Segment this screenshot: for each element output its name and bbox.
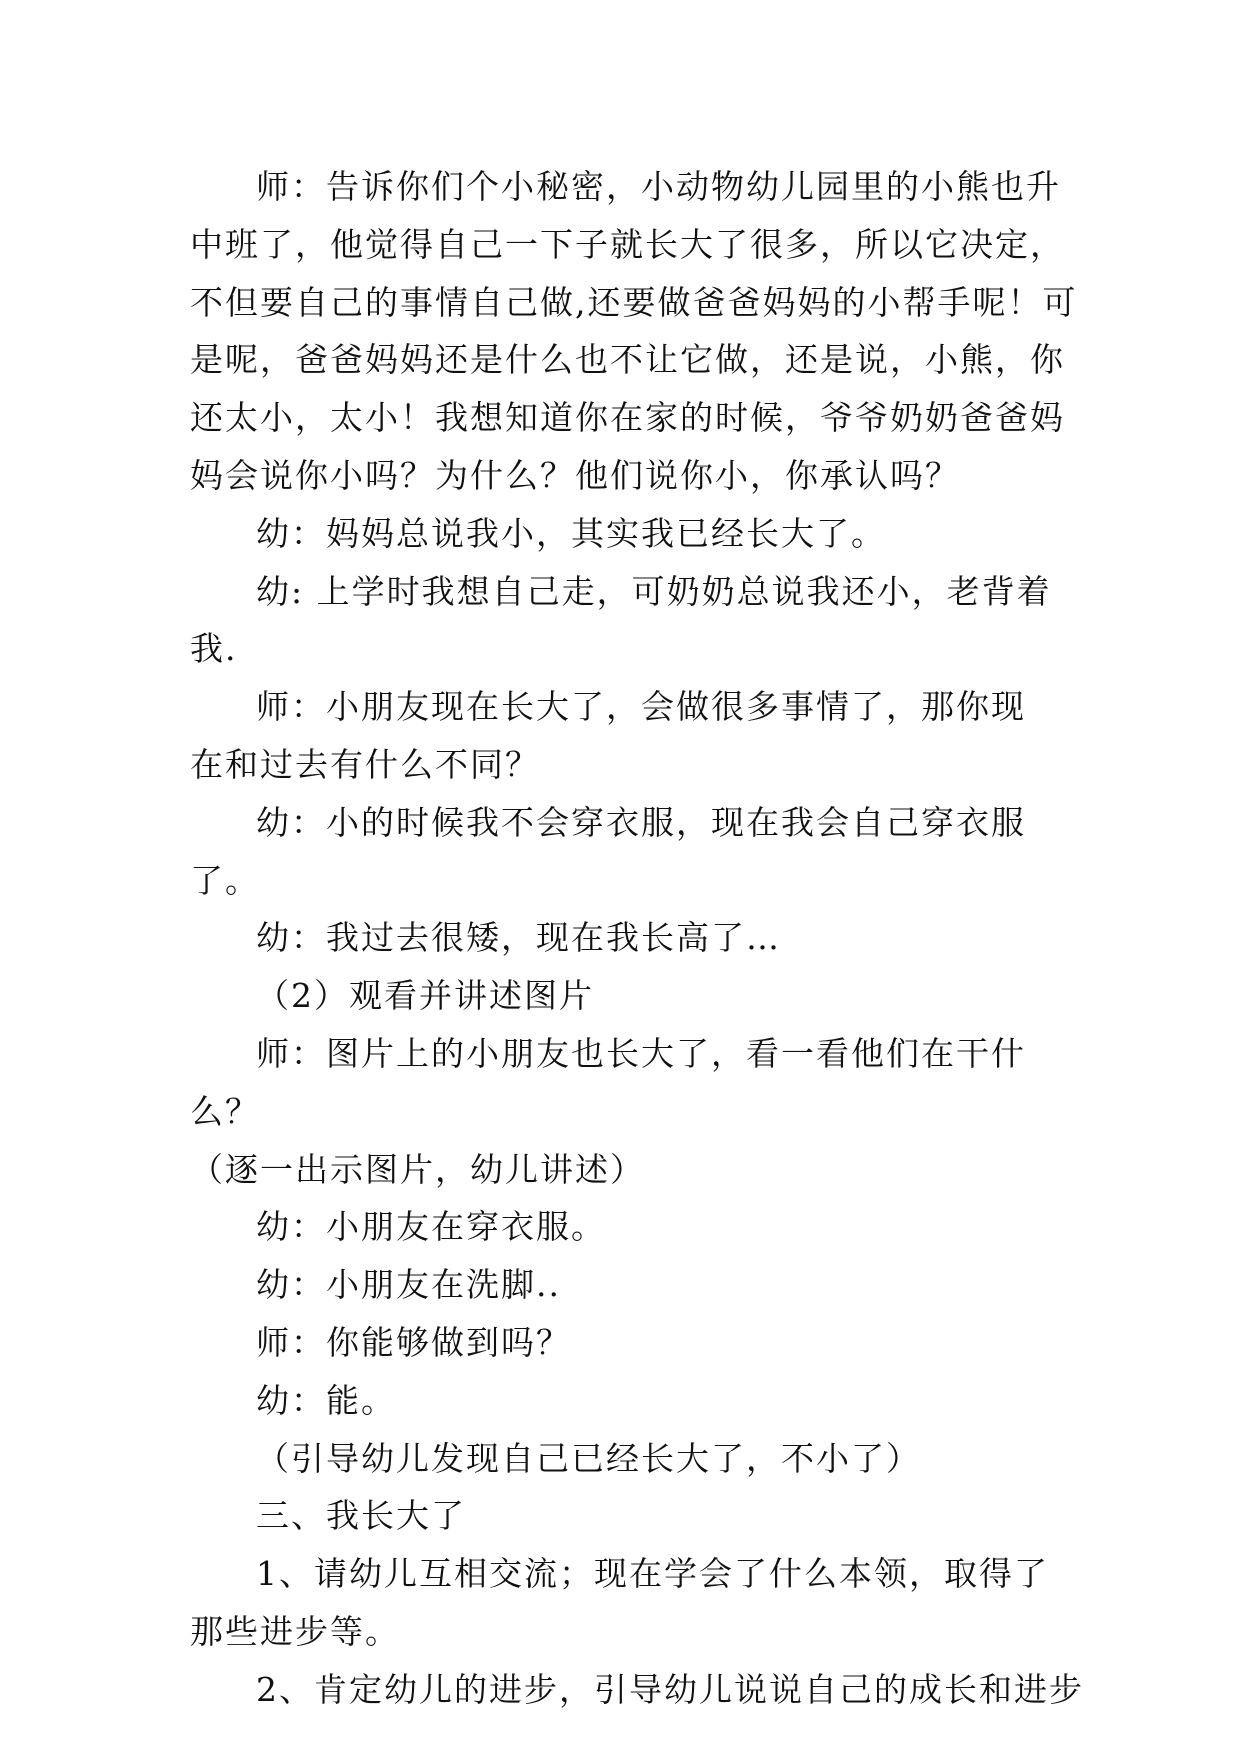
paragraph-child-reply-7: 幼：能。 [256, 1380, 396, 1420]
paragraph-step-1: 1、请幼儿互相交流；现在学会了什么本领，取得了那些进步等。 [190, 1554, 1049, 1651]
paragraph-child-reply-3: 幼：小的时候我不会穿衣服，现在我会自己穿衣服了。 [190, 802, 1026, 900]
paragraph-guide-note: （引导幼儿发现自己已经长大了，不小了） [256, 1438, 921, 1478]
paragraph-instruction-picture: （逐一出示图片，幼儿讲述） [190, 1149, 645, 1189]
document-body [190, 158, 1090, 1719]
paragraph-teacher-picture: 师：图片上的小朋友也长大了，看一看他们在干什么？ [190, 1033, 1026, 1131]
paragraph-child-reply-1: 幼：妈妈总说我小，其实我已经长大了。 [256, 513, 886, 553]
paragraph-heading-3: 三、我长大了 [256, 1496, 466, 1536]
paragraph-child-reply-2: 幼: 上学时我想自己走，可奶奶总说我还小，老背着我. [190, 571, 1052, 669]
paragraph-section-2: （2）观看并讲述图片 [256, 976, 594, 1016]
paragraph-child-reply-5: 幼：小朋友在穿衣服。 [256, 1207, 606, 1247]
paragraph-teacher-can-you: 师：你能够做到吗？ [256, 1322, 571, 1362]
paragraph-child-reply-4: 幼：我过去很矮，现在我长高了… [256, 918, 781, 958]
paragraph-teacher-intro: 师：告诉你们个小秘密，小动物幼儿园里的小熊也升中班了，他觉得自己一下子就长大了很多，所以它决定，不但要自己的事情自己做,还要做爸爸妈妈的小帮手呢！可是呢，爸爸妈妈还是什么也不让它做，还是说，小熊，你还太小，太小！我想知道你在家的时候，爷爷奶奶爸爸妈妈会说你小吗？为什么？他们说你小，你承认吗？ [190, 167, 1078, 495]
paragraph-step-2: 2、肯定幼儿的进步，引导幼儿说说自己的成长和进步 [256, 1669, 1084, 1709]
paragraph-child-reply-6: 幼：小朋友在洗脚.. [256, 1265, 561, 1305]
paragraph-teacher-question: 师：小朋友现在长大了，会做很多事情了，那你现在和过去有什么不同？ [190, 687, 1026, 784]
